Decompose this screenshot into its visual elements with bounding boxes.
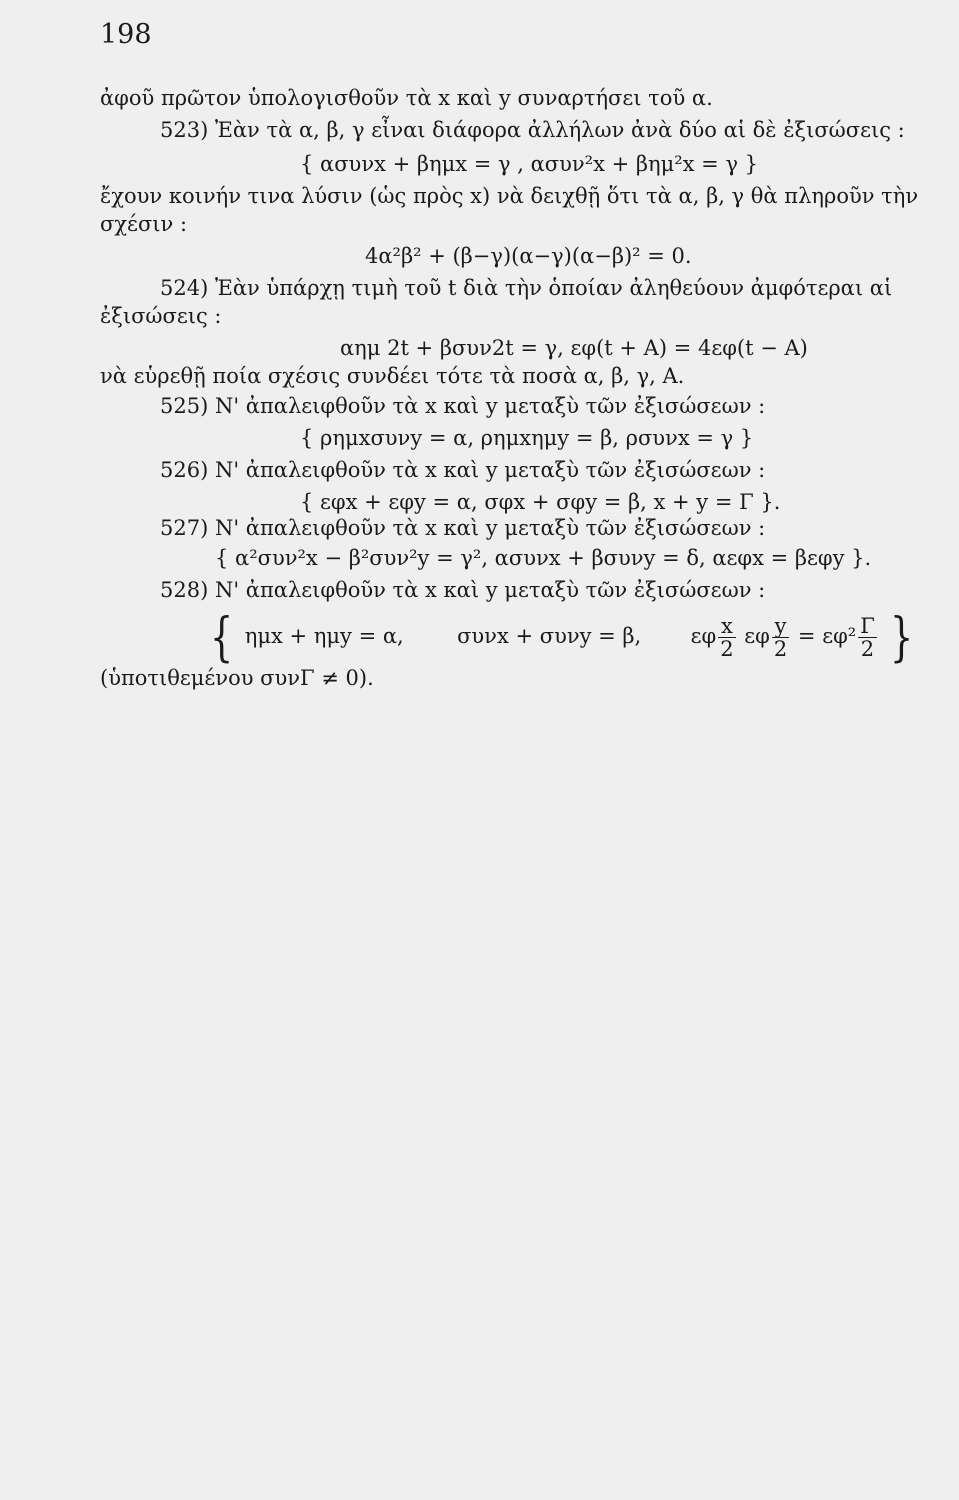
page-number: 198 bbox=[100, 19, 152, 50]
equation-part: εφ bbox=[744, 624, 770, 648]
problem-523-heading: 523) Ἐὰν τὰ α, β, γ εἶναι διάφορα ἀλλήλων ἀνὰ δύο αἱ δὲ ἐξισώσεις : bbox=[160, 118, 905, 142]
fraction bbox=[718, 615, 735, 660]
problem-527-heading: 527) Ν' ἀπαλειφθοῦν τὰ x καὶ y μεταξὺ τῶν ἐξισώσεων : bbox=[160, 516, 766, 540]
equation-part: ημx + ημy = α, bbox=[244, 624, 404, 648]
equation-525: { ρημxσυνy = α, ρημxημy = β, ρσυνx = γ } bbox=[300, 426, 754, 450]
text-line: ἀφοῦ πρῶτον ὑπολογισθοῦν τὰ x καὶ y συναρτήσει τοῦ α. bbox=[100, 86, 713, 110]
text-line: (ὑποτιθεμένου συνΓ ≠ 0). bbox=[100, 666, 374, 690]
equation-526: { εφx + εφy = α, σφx + σφy = β, x + y = Γ }. bbox=[300, 490, 781, 514]
fraction bbox=[858, 615, 877, 660]
fraction-denominator: 2 bbox=[860, 637, 875, 661]
text-line: ἐξισώσεις : bbox=[100, 304, 222, 328]
problem-526-heading: 526) Ν' ἀπαλειφθοῦν τὰ x καὶ y μεταξὺ τῶν ἐξισώσεων : bbox=[160, 458, 766, 482]
fraction-numerator: y bbox=[772, 615, 789, 638]
fraction-numerator: Γ bbox=[860, 614, 875, 638]
equation-brace-close: } bbox=[890, 607, 914, 668]
problem-528-heading: 528) Ν' ἀπαλειφθοῦν τὰ x καὶ y μεταξὺ τῶν ἐξισώσεων : bbox=[160, 578, 766, 602]
equation-part: εφ bbox=[690, 624, 717, 648]
fraction bbox=[772, 615, 789, 660]
equation-523: { ασυνx + βημx = γ , ασυν²x + βημ²x = γ } bbox=[300, 152, 759, 176]
text-line: ἔχουν κοινήν τινα λύσιν (ὡς πρὸς x) νὰ δειχθῇ ὅτι τὰ α, β, γ θὰ πληροῦν τὴν bbox=[100, 184, 919, 208]
equation-part: = εφ² bbox=[797, 624, 857, 648]
fraction-denominator: 2 bbox=[720, 637, 734, 661]
fraction-numerator: x bbox=[718, 615, 735, 638]
equation-527: { α²συν²x − β²συν²y = γ², ασυνx + βσυνy = δ, αεφx = βεφy }. bbox=[215, 546, 872, 570]
equation-524: αημ 2t + βσυν2t = γ, εφ(t + A) = 4εφ(t − A) bbox=[340, 336, 808, 360]
text-line: νὰ εὑρεθῇ ποία σχέσις συνδέει τότε τὰ ποσὰ α, β, γ, A. bbox=[100, 364, 685, 388]
problem-524-heading: 524) Ἐὰν ὑπάρχῃ τιμὴ τοῦ t διὰ τὴν ὁποίαν ἀληθεύουν ἀμφότεραι αἱ bbox=[160, 276, 893, 300]
equation-523-result: 4α²β² + (β−γ)(α−γ)(α−β)² = 0. bbox=[365, 244, 692, 268]
fraction-denominator: 2 bbox=[773, 637, 788, 661]
problem-525-heading: 525) Ν' ἀπαλειφθοῦν τὰ x καὶ y μεταξὺ τῶν ἐξισώσεων : bbox=[160, 394, 766, 418]
equation-part: συνx + συνy = β, bbox=[457, 624, 642, 648]
text-line: σχέσιν : bbox=[100, 212, 188, 236]
equation-brace-open: { bbox=[209, 607, 234, 668]
equation-528 bbox=[205, 604, 919, 668]
